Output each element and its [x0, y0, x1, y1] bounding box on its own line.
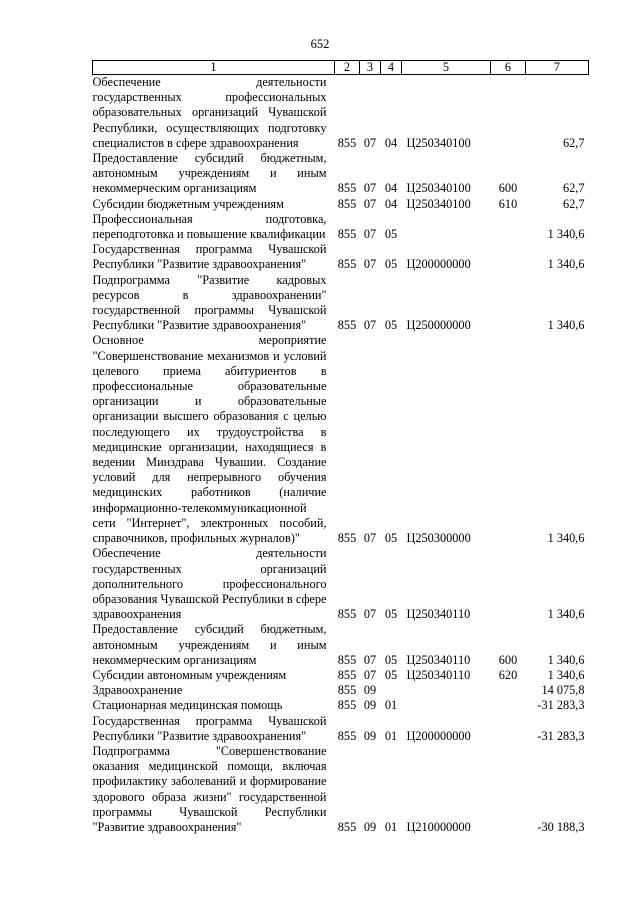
table-row	[93, 668, 589, 683]
table-row	[93, 242, 589, 272]
target-article-cell	[402, 683, 491, 698]
table-body	[93, 75, 589, 836]
target-article-cell	[402, 698, 491, 713]
sum-cell: 1 340,6	[547, 318, 585, 333]
ministry-code-cell: 855	[337, 531, 357, 546]
subsection-code-cell: 01	[384, 728, 398, 743]
row-name-cell: Профессиональная подготовка, переподготовка и повышение квалификации	[92, 211, 327, 242]
ministry-code-cell: 855	[337, 819, 357, 834]
expense-type-cell	[491, 698, 526, 713]
page-number: 652	[310, 37, 330, 51]
target-article-cell: Ц210000000	[406, 819, 471, 834]
row-name-cell: Государственная программа Чувашской Республики "Развитие здравоохранения"	[92, 713, 327, 743]
subsection-code-cell: 01	[384, 819, 398, 834]
sum-cell: 62,7	[562, 196, 585, 211]
target-article-cell: Ц250340110	[406, 652, 471, 667]
subsection-code-cell: 04	[384, 135, 398, 150]
section-code-cell: 07	[363, 227, 377, 242]
column-header: 4	[381, 61, 402, 75]
table-row	[93, 698, 589, 713]
subsection-code-cell: 05	[384, 607, 398, 622]
budget-table	[92, 60, 589, 835]
row-name-cell: Предоставление субсидий бюджетным, автономным учреждениям и иным некоммерческим организациям	[92, 151, 327, 196]
sum-cell: -30 188,3	[537, 819, 585, 834]
section-code-cell: 07	[363, 607, 377, 622]
table-row	[93, 151, 589, 197]
expense-type-cell	[491, 744, 526, 835]
expense-type-cell	[491, 333, 526, 546]
table-row	[93, 744, 589, 835]
ministry-code-cell: 855	[337, 196, 357, 211]
column-header: 3	[360, 61, 381, 75]
sum-cell: 14 075,8	[541, 683, 585, 698]
target-article-cell: Ц250000000	[406, 318, 471, 333]
table-header-row	[93, 61, 589, 75]
table-row	[93, 683, 589, 698]
sum-cell: -31 283,3	[537, 698, 585, 713]
subsection-code-cell: 05	[384, 652, 398, 667]
sum-cell: 1 340,6	[547, 607, 585, 622]
row-name-cell: Здравоохранение	[92, 683, 183, 698]
ministry-code-cell: 855	[337, 607, 357, 622]
column-header: 7	[526, 61, 589, 75]
ministry-code-cell: 855	[337, 728, 357, 743]
table-row	[93, 75, 589, 152]
column-header: 2	[335, 61, 360, 75]
target-article-cell: Ц250340110	[406, 667, 471, 682]
ministry-code-cell: 855	[337, 652, 357, 667]
row-name-cell: Подпрограмма "Совершенствование оказания медицинской помощи, включая профилактику заболеваний и формирование здорового образа жизни" государственной программы Чувашской Республики "Развитие здравоохранения"	[92, 743, 327, 834]
expense-type-cell	[491, 714, 526, 744]
row-name-cell: Обеспечение деятельности государственных организаций дополнительного профессионального образования Чувашской Республики в сфере здравоохранения	[92, 546, 327, 622]
section-code-cell: 07	[363, 196, 377, 211]
table-row	[93, 197, 589, 212]
sum-cell: 1 340,6	[547, 531, 585, 546]
subsection-code-cell: 04	[384, 196, 398, 211]
target-article-cell: Ц250340100	[406, 181, 471, 196]
row-name-cell: Основное мероприятие "Совершенствование механизмов и условий целевого приема абитуриентов в профессиональные образовательные организации и образовательные организации высшего образования с целью последующего их трудоустройства в медицинские организации, находящиеся в ведении Минздрава Чувашии. Создание условий для непрерывного обучения медицинских работников (наличие информационно-телекоммуникационной сети "Интернет", электронных пособий, справочников, профильных журналов)"	[92, 333, 327, 546]
row-name-cell: Обеспечение деятельности государственных профессиональных образовательных организаций Чувашской Республики, осуществляющих подготовку специалистов в сфере здравоохранения	[92, 75, 327, 150]
table-row	[93, 333, 589, 546]
section-code-cell: 09	[363, 698, 377, 713]
table-row	[93, 212, 589, 242]
table-row	[93, 622, 589, 668]
sum-cell: 1 340,6	[547, 257, 585, 272]
sum-cell: -31 283,3	[537, 728, 585, 743]
sum-cell: 1 340,6	[547, 667, 585, 682]
expense-type-cell	[491, 212, 526, 242]
target-article-cell: Ц250340110	[406, 607, 471, 622]
expense-type-cell: 600	[498, 652, 518, 667]
ministry-code-cell: 855	[337, 698, 357, 713]
expense-type-cell: 620	[498, 667, 518, 682]
target-article-cell: Ц200000000	[406, 257, 471, 272]
sum-cell: 62,7	[562, 135, 585, 150]
section-code-cell: 07	[363, 181, 377, 196]
target-article-cell: Ц250340100	[406, 196, 471, 211]
section-code-cell: 09	[363, 819, 377, 834]
expense-type-cell	[491, 546, 526, 622]
section-code-cell: 07	[363, 531, 377, 546]
table-row	[93, 714, 589, 744]
ministry-code-cell: 855	[337, 257, 357, 272]
ministry-code-cell: 855	[337, 227, 357, 242]
subsection-code-cell: 05	[384, 227, 398, 242]
row-name-cell: Субсидии бюджетным учреждениям	[92, 196, 284, 211]
expense-type-cell: 600	[498, 181, 518, 196]
subsection-code-cell: 04	[384, 181, 398, 196]
target-article-cell: Ц250300000	[406, 531, 471, 546]
column-header: 5	[402, 61, 491, 75]
row-name-cell: Субсидии автономным учреждениям	[92, 667, 287, 682]
ministry-code-cell: 855	[337, 667, 357, 682]
expense-type-cell	[491, 683, 526, 698]
expense-type-cell	[491, 75, 526, 152]
sum-cell: 1 340,6	[547, 227, 585, 242]
ministry-code-cell: 855	[337, 181, 357, 196]
expense-type-cell	[491, 242, 526, 272]
table-row	[93, 273, 589, 334]
sum-cell: 1 340,6	[547, 652, 585, 667]
row-name-cell: Государственная программа Чувашской Республики "Развитие здравоохранения"	[92, 242, 327, 272]
column-header: 1	[93, 61, 335, 75]
target-article-cell	[402, 212, 491, 242]
ministry-code-cell: 855	[337, 683, 357, 698]
table-row	[93, 546, 589, 622]
section-code-cell: 07	[363, 667, 377, 682]
subsection-code-cell: 05	[384, 667, 398, 682]
ministry-code-cell: 855	[337, 318, 357, 333]
subsection-code-cell: 05	[384, 318, 398, 333]
section-code-cell: 07	[363, 318, 377, 333]
row-name-cell: Предоставление субсидий бюджетным, автономным учреждениям и иным некоммерческим организациям	[92, 622, 327, 667]
target-article-cell: Ц200000000	[406, 728, 471, 743]
expense-type-cell	[491, 273, 526, 334]
section-code-cell: 09	[363, 728, 377, 743]
section-code-cell: 07	[363, 135, 377, 150]
sum-cell: 62,7	[562, 181, 585, 196]
section-code-cell: 09	[363, 683, 377, 698]
column-header: 6	[491, 61, 526, 75]
subsection-code-cell	[381, 683, 402, 698]
target-article-cell: Ц250340100	[406, 135, 471, 150]
subsection-code-cell: 01	[384, 698, 398, 713]
row-name-cell: Подпрограмма "Развитие кадровых ресурсов в здравоохранении" государственной программы Чувашской Республики "Развитие здравоохранения"	[92, 272, 327, 333]
row-name-cell: Стационарная медицинская помощь	[92, 698, 283, 713]
subsection-code-cell: 05	[384, 531, 398, 546]
section-code-cell: 07	[363, 257, 377, 272]
expense-type-cell: 610	[498, 196, 518, 211]
ministry-code-cell: 855	[337, 135, 357, 150]
section-code-cell: 07	[363, 652, 377, 667]
subsection-code-cell: 05	[384, 257, 398, 272]
